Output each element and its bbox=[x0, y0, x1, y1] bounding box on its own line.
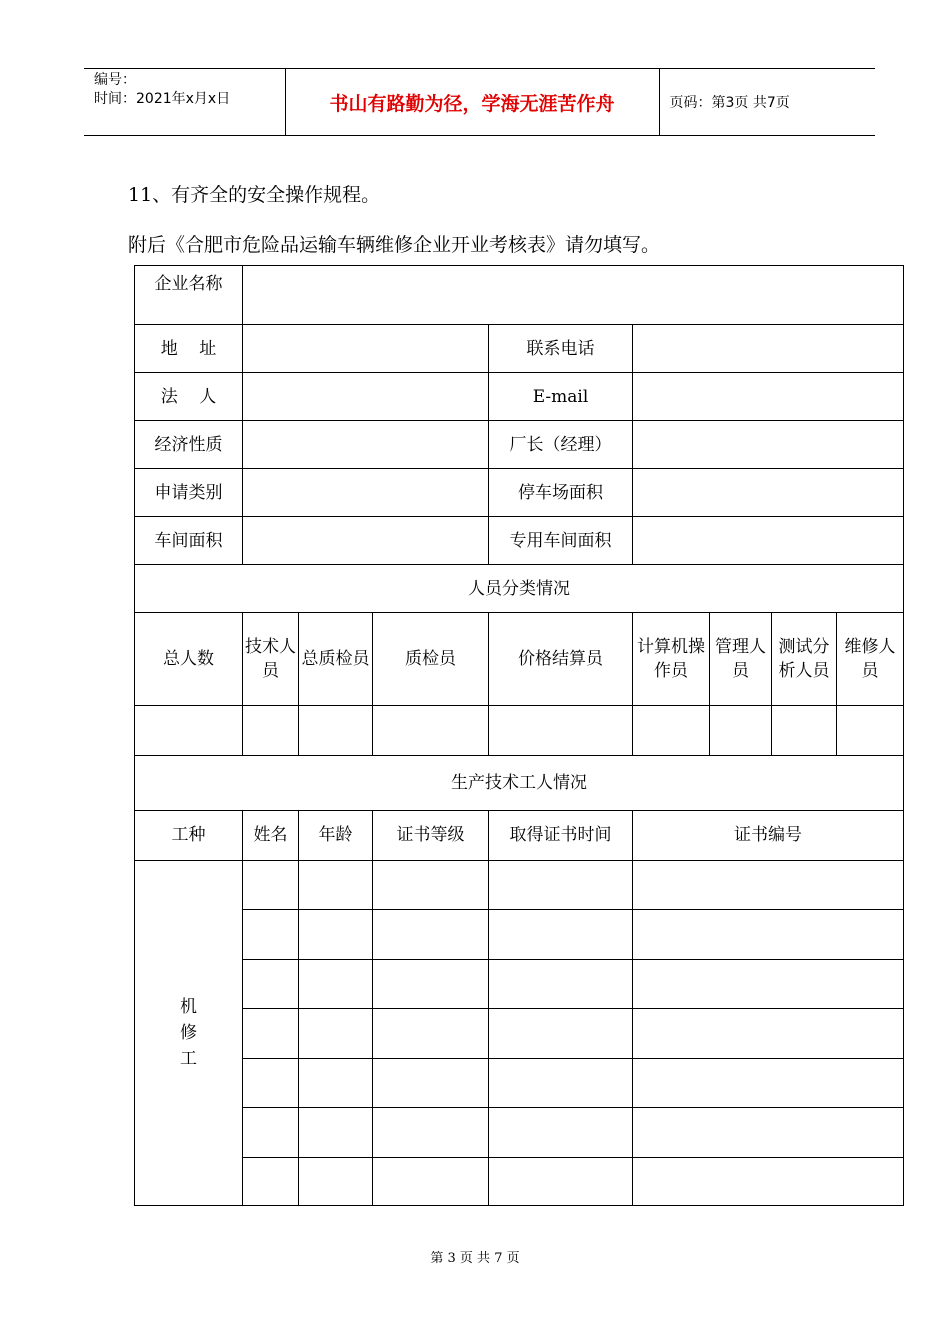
attachment-note: 附后《合肥市危险品运输车辆维修企业开业考核表》请勿填写。 bbox=[128, 234, 661, 256]
economic-nature-label: 经济性质 bbox=[135, 421, 243, 469]
item-11-text: 11、有齐全的安全操作规程。 bbox=[128, 184, 381, 206]
header-motto: 书山有路勤为径，学海无涯苦作舟 bbox=[285, 69, 659, 136]
worker-cell[interactable] bbox=[489, 1107, 633, 1157]
worker-cell[interactable] bbox=[243, 1157, 299, 1205]
page-info: 页码：第3页 共7页 bbox=[659, 69, 875, 136]
worker-cell[interactable] bbox=[373, 1157, 489, 1205]
worker-cell[interactable] bbox=[489, 1157, 633, 1205]
worker-cell[interactable] bbox=[299, 909, 373, 959]
mechanic-label bbox=[135, 860, 243, 1205]
worker-cell[interactable] bbox=[489, 959, 633, 1008]
worker-cell[interactable] bbox=[489, 909, 633, 959]
mechanic-label-text: 机修工 bbox=[180, 996, 197, 1069]
worker-cell[interactable] bbox=[299, 959, 373, 1008]
legal-person-field[interactable] bbox=[243, 373, 489, 421]
worker-cell[interactable] bbox=[373, 860, 489, 909]
worker-cell[interactable] bbox=[373, 1107, 489, 1157]
assessment-form bbox=[134, 265, 904, 1206]
time-label: 时间：2021年x月x日 bbox=[94, 91, 231, 107]
personnel-header: 技术人员 bbox=[243, 613, 299, 706]
economic-nature-field[interactable] bbox=[243, 421, 489, 469]
worker-header: 证书等级 bbox=[373, 810, 489, 860]
worker-cell[interactable] bbox=[633, 1107, 904, 1157]
worker-cell[interactable] bbox=[243, 1058, 299, 1107]
company-name-field[interactable] bbox=[243, 266, 904, 325]
director-label: 厂长（经理） bbox=[489, 421, 633, 469]
personnel-cell[interactable] bbox=[243, 706, 299, 756]
worker-cell[interactable] bbox=[373, 909, 489, 959]
parking-area-field[interactable] bbox=[633, 469, 904, 517]
worker-cell[interactable] bbox=[373, 959, 489, 1008]
worker-cell[interactable] bbox=[633, 909, 904, 959]
dedicated-workshop-area-label: 专用车间面积 bbox=[489, 517, 633, 565]
application-type-label: 申请类别 bbox=[135, 469, 243, 517]
personnel-cell[interactable] bbox=[772, 706, 837, 756]
workshop-area-field[interactable] bbox=[243, 517, 489, 565]
personnel-header: 总人数 bbox=[135, 613, 243, 706]
worker-cell[interactable] bbox=[243, 1107, 299, 1157]
address-label: 地 址 bbox=[135, 325, 243, 373]
worker-header: 证书编号 bbox=[633, 810, 904, 860]
worker-cell[interactable] bbox=[243, 1008, 299, 1058]
worker-cell[interactable] bbox=[489, 1008, 633, 1058]
personnel-header: 总质检员 bbox=[299, 613, 373, 706]
personnel-cell[interactable] bbox=[489, 706, 633, 756]
personnel-cell[interactable] bbox=[135, 706, 243, 756]
worker-cell[interactable] bbox=[243, 909, 299, 959]
document-header bbox=[84, 68, 875, 136]
email-label: E-mail bbox=[489, 373, 633, 421]
worker-cell[interactable] bbox=[489, 860, 633, 909]
worker-header: 姓名 bbox=[243, 810, 299, 860]
personnel-cell[interactable] bbox=[837, 706, 904, 756]
personnel-header: 维修人员 bbox=[837, 613, 904, 706]
worker-header: 年龄 bbox=[299, 810, 373, 860]
worker-section-title: 生产技术工人情况 bbox=[135, 756, 904, 810]
phone-field[interactable] bbox=[633, 325, 904, 373]
worker-cell[interactable] bbox=[633, 860, 904, 909]
worker-cell[interactable] bbox=[299, 860, 373, 909]
company-name-label: 企业名称 bbox=[135, 266, 243, 325]
worker-cell[interactable] bbox=[299, 1157, 373, 1205]
worker-cell[interactable] bbox=[633, 959, 904, 1008]
header-meta bbox=[84, 69, 285, 136]
worker-header: 取得证书时间 bbox=[489, 810, 633, 860]
worker-cell[interactable] bbox=[299, 1008, 373, 1058]
worker-header: 工种 bbox=[135, 810, 243, 860]
personnel-header: 价格结算员 bbox=[489, 613, 633, 706]
personnel-cell[interactable] bbox=[299, 706, 373, 756]
personnel-header: 质检员 bbox=[373, 613, 489, 706]
worker-cell[interactable] bbox=[243, 860, 299, 909]
page-footer: 第 3 页 共 7 页 bbox=[430, 1251, 520, 1266]
dedicated-workshop-area-field[interactable] bbox=[633, 517, 904, 565]
legal-person-label: 法 人 bbox=[135, 373, 243, 421]
personnel-cell[interactable] bbox=[633, 706, 710, 756]
personnel-header: 管理人员 bbox=[710, 613, 772, 706]
worker-cell[interactable] bbox=[373, 1008, 489, 1058]
personnel-header: 测试分析人员 bbox=[772, 613, 837, 706]
worker-cell[interactable] bbox=[489, 1058, 633, 1107]
director-field[interactable] bbox=[633, 421, 904, 469]
address-field[interactable] bbox=[243, 325, 489, 373]
personnel-section-title: 人员分类情况 bbox=[135, 565, 904, 613]
application-type-field[interactable] bbox=[243, 469, 489, 517]
worker-cell[interactable] bbox=[373, 1058, 489, 1107]
worker-cell[interactable] bbox=[243, 959, 299, 1008]
email-field[interactable] bbox=[633, 373, 904, 421]
personnel-cell[interactable] bbox=[710, 706, 772, 756]
phone-label: 联系电话 bbox=[489, 325, 633, 373]
worker-cell[interactable] bbox=[633, 1058, 904, 1107]
worker-cell[interactable] bbox=[299, 1058, 373, 1107]
number-label: 编号： bbox=[94, 72, 136, 88]
worker-cell[interactable] bbox=[299, 1107, 373, 1157]
parking-area-label: 停车场面积 bbox=[489, 469, 633, 517]
workshop-area-label: 车间面积 bbox=[135, 517, 243, 565]
personnel-header: 计算机操作员 bbox=[633, 613, 710, 706]
worker-cell[interactable] bbox=[633, 1008, 904, 1058]
worker-cell[interactable] bbox=[633, 1157, 904, 1205]
personnel-cell[interactable] bbox=[373, 706, 489, 756]
